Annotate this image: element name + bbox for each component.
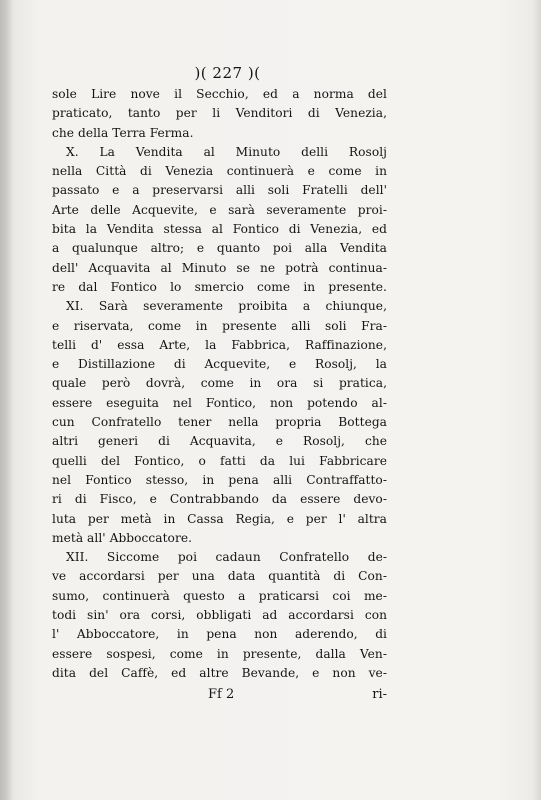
paragraph-start-line: XII. Siccome poi cadaun Confratello de- — [66, 550, 387, 565]
text-line: che della Terra Ferma. — [52, 125, 194, 140]
text-line: sumo, continuerà questo a praticarsi coi me- — [52, 588, 387, 603]
page-number: )( 227 )( — [194, 64, 261, 82]
text-line: l' Abboccatore, in pena non aderendo, di — [52, 627, 387, 642]
text-line: altri generi di Acquavita, e Rosolj, che — [52, 434, 387, 449]
text-line: luta per metà in Cassa Regia, e per l' altra — [52, 511, 387, 526]
text-line: quale però dovrà, come in ora si pratica, — [52, 376, 387, 391]
text-line: a qualunque altro; e quanto poi alla Vendita — [52, 241, 387, 256]
text-line: telli d' essa Arte, la Fabbrica, Raffinazione, — [52, 337, 387, 352]
paragraph-start-line: X. La Vendita al Minuto delli Rosolj — [66, 144, 387, 159]
catchword: ri- — [372, 687, 387, 703]
signature-mark: Ff 2 — [208, 687, 235, 703]
text-line: todi sin' ora corsi, obbligati ad accordarsi con — [52, 608, 387, 623]
text-line: e Distillazione di Acquevite, e Rosolj, la — [52, 357, 387, 372]
text-line: cun Confratello tener nella propria Bottega — [52, 415, 387, 430]
text-line: quelli del Fontico, o fatti da lui Fabbricare — [52, 453, 387, 468]
text-line: sole Lire nove il Secchio, ed a norma del — [52, 87, 387, 101]
paragraph-start-line: XI. Sarà severamente proibita a chiunque, — [66, 299, 387, 314]
page-footer — [52, 683, 387, 705]
text-line: dell' Acquavita al Minuto se ne potrà continua- — [52, 260, 387, 275]
text-line: nella Città di Venezia continuerà e come in — [52, 164, 387, 179]
text-line: passato e a preservarsi alli soli Fratelli dell' — [52, 183, 387, 198]
text-line: praticato, tanto per li Venditori di Venezia, — [52, 106, 387, 121]
text-line: Arte delle Acquevite, e sarà severamente proi- — [52, 202, 387, 217]
text-block — [52, 64, 387, 705]
text-line: ri di Fisco, e Contrabbando da essere devo- — [52, 492, 387, 507]
text-line: e riservata, come in presente alli soli Fra- — [52, 318, 387, 333]
text-line: nel Fontico stesso, in pena alli Contraffatto- — [52, 472, 387, 487]
text-line: bita la Vendita stessa al Fontico di Venezia, ed — [52, 222, 387, 237]
text-line: essere eseguita nel Fontico, non potendo al- — [52, 395, 387, 410]
binding-shadow — [0, 0, 14, 800]
text-line: ve accordarsi per una data quantità di Con- — [52, 569, 387, 584]
text-line: dita del Caffè, ed altre Bevande, e non ve- — [52, 665, 387, 680]
text-line: essere sospesi, come in presente, dalla Ven- — [52, 646, 387, 661]
text-line: metà all' Abboccatore. — [52, 530, 193, 545]
text-line: re dal Fontico lo smercio come in presente. — [52, 279, 387, 294]
